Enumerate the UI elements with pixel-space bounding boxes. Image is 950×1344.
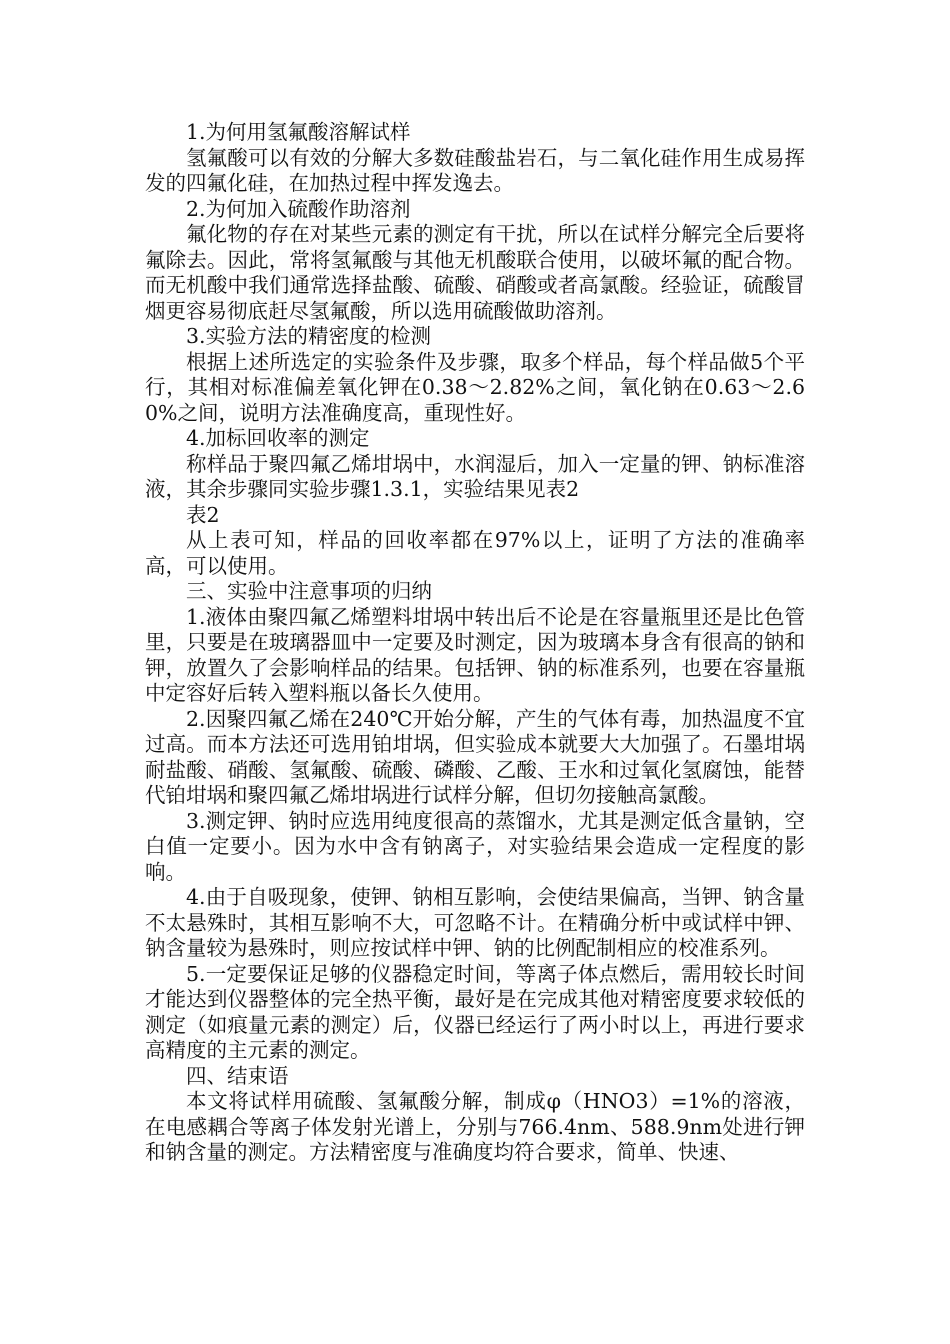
paragraph-note-3: 3.测定钾、钠时应选用纯度很高的蒸馏水，尤其是测定低含量钠，空白值一定要小。因为水中含有钠离子，对实验结果会造成一定程度的影响。 bbox=[145, 808, 805, 884]
paragraph-note-1: 1.液体由聚四氟乙烯塑料坩埚中转出后不论是在容量瓶里还是比色管里，只要是在玻璃器皿中一定要及时测定，因为玻璃本身含有很高的钠和钾，放置久了会影响样品的结果。包括钾、钠的标准系列，也要在容量瓶中定容好后转入塑料瓶以备长久使用。 bbox=[145, 604, 805, 705]
heading-q2: 2.为何加入硫酸作助溶剂 bbox=[186, 196, 411, 221]
paragraph-conclusion: 本文将试样用硫酸、氢氟酸分解，制成φ（HNO3）=1%的溶液，在电感耦合等离子体发射光谱上，分别与766.4nm、588.9nm处进行钾和钠含量的测定。方法精密度与准确度均符合要求，简单、快速、 bbox=[145, 1089, 805, 1164]
paragraph-note-5: 5.一定要保证足够的仪器稳定时间，等离子体点燃后，需用较长时间才能达到仪器整体的完全热平衡，最好是在完成其他对精密度要求较低的测定（如痕量元素的测定）后，仪器已经运行了两小时以上，再进行要求高精度的主元素的测定。 bbox=[145, 961, 805, 1062]
paragraph-recovery-method: 称样品于聚四氟乙烯坩埚中，水润湿后，加入一定量的钾、钠标准溶液，其余步骤同实验步骤1.3.1，实验结果见表2 bbox=[145, 451, 805, 501]
section-heading-notes: 三、实验中注意事项的归纳 bbox=[186, 579, 432, 603]
heading-q1: 1.为何用氢氟酸溶解试样 bbox=[186, 120, 411, 144]
table-caption: 表2 bbox=[186, 502, 220, 527]
paragraph-recovery-result: 从上表可知，样品的回收率都在97%以上，证明了方法的准确率高，可以使用。 bbox=[145, 528, 805, 578]
paragraph-note-4: 4.由于自吸现象，使钾、钠相互影响，会使结果偏高，当钾、钠含量不太悬殊时，其相互影响不大，可忽略不计。在精确分析中或试样中钾、钠含量较为悬殊时，则应按试样中钾、钠的比例配制相应的校准系列。 bbox=[145, 885, 805, 960]
paragraph-sulfuric-acid: 氟化物的存在对某些元素的测定有干扰，所以在试样分解完全后要将氟除去。因此，常将氢氟酸与其他无机酸联合使用，以破坏氟的配合物。而无机酸中我们通常选择盐酸、硫酸、硝酸或者高氯酸。经验证，硫酸冒烟更容易彻底赶尽氢氟酸，所以选用硫酸做助溶剂。 bbox=[145, 222, 805, 323]
heading-q3: 3.实验方法的精密度的检测 bbox=[186, 324, 432, 348]
paragraph-note-2: 2.因聚四氟乙烯在240℃开始分解，产生的气体有毒，加热温度不宜过高。而本方法还可选用铂坩埚，但实验成本就要大大加强了。石墨坩埚耐盐酸、硝酸、氢氟酸、硫酸、磷酸、乙酸、王水和过氧化氢腐蚀，能替代铂坩埚和聚四氟乙烯坩埚进行试样分解，但切勿接触高氯酸。 bbox=[145, 706, 805, 807]
section-heading-conclusion: 四、结束语 bbox=[186, 1063, 289, 1088]
paragraph-hf-dissolution: 氢氟酸可以有效的分解大多数硅酸盐岩石，与二氧化硅作用生成易挥发的四氟化硅，在加热过程中挥发逸去。 bbox=[145, 145, 805, 195]
paragraph-precision: 根据上述所选定的实验条件及步骤，取多个样品，每个样品做5个平行，其相对标准偏差氧化钾在0.38～2.82%之间，氧化钠在0.63～2.60%之间，说明方法准确度高，重现性好。 bbox=[145, 349, 805, 425]
document-page bbox=[145, 120, 805, 1166]
heading-q4: 4.加标回收率的测定 bbox=[186, 426, 370, 450]
